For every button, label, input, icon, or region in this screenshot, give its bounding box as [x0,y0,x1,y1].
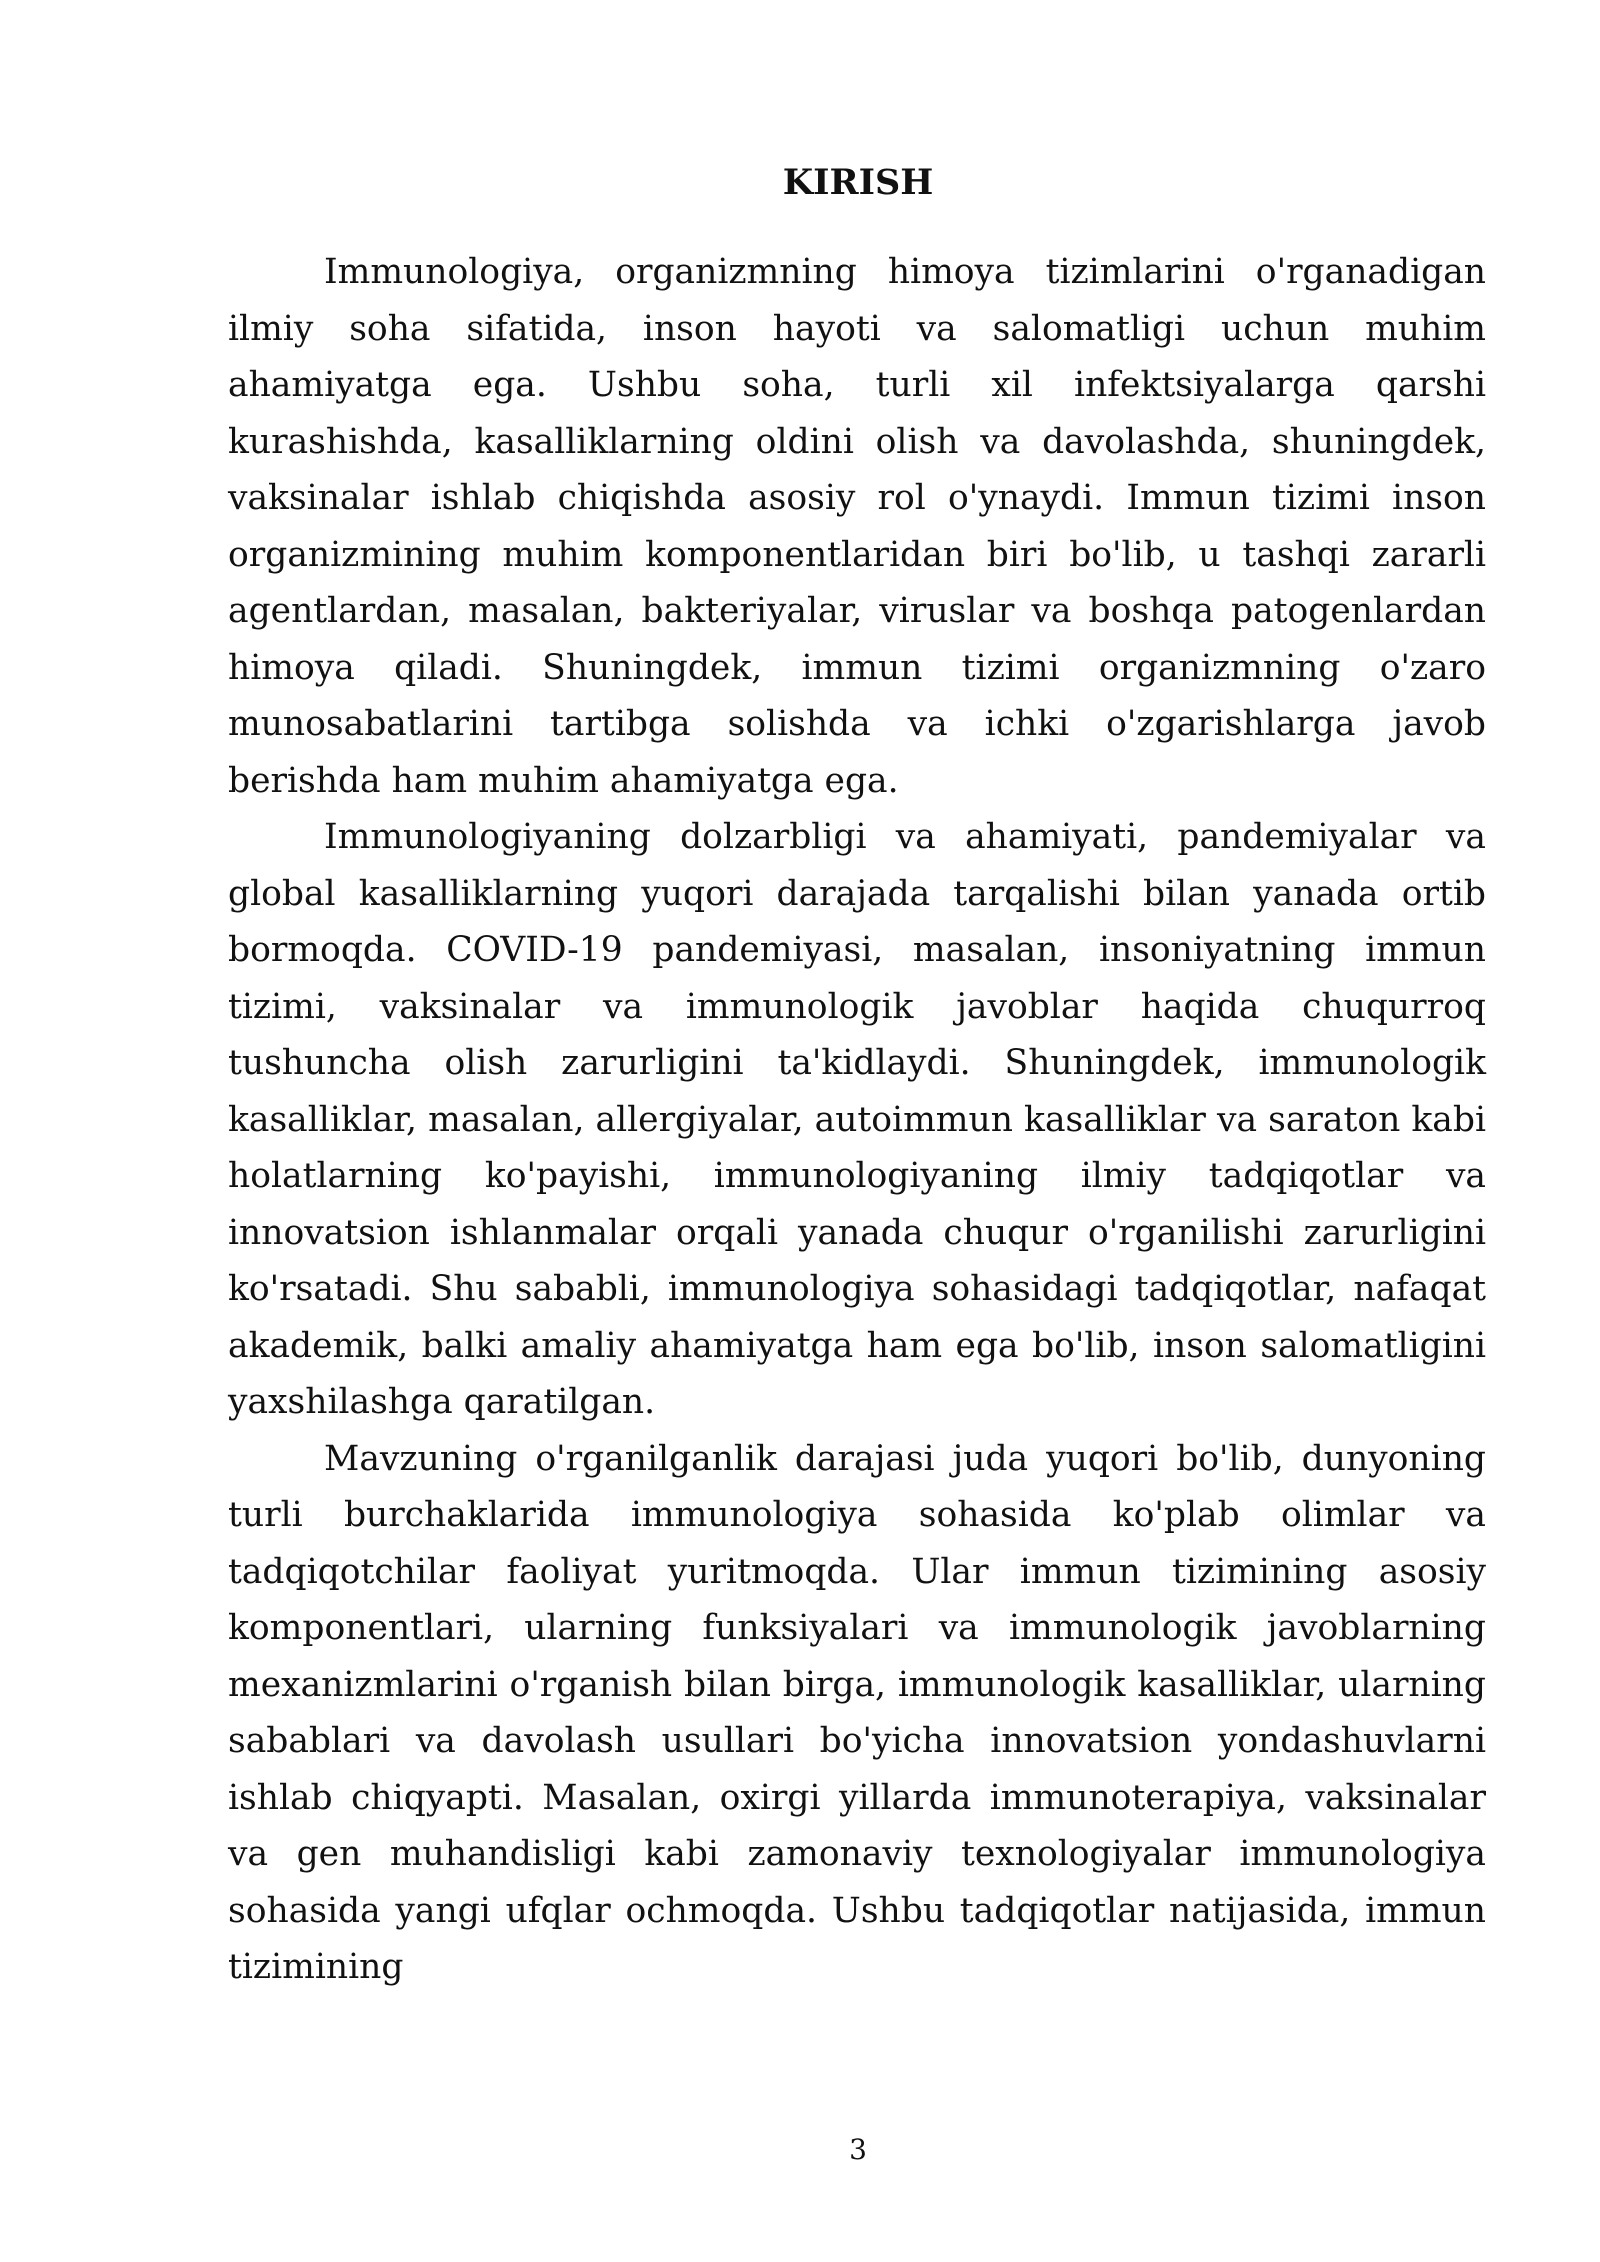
paragraph-3: Mavzuning o'rganilganlik darajasi juda yuqori bo'lib, dunyoning turli burchaklarida immunologiya sohasida ko'plab olimlar va tadqiqotchilar faoliyat yuritmoqda. Ular immun tizimining asosiy komponentlari, ularning funksiyalari va immunologik javoblarning mexanizmlarini o'rganish bilan birga, immunologik kasalliklar, ularning sabablari va davolash usullari bo'yicha innovatsion yondashuvlarni ishlab chiqyapti. Masalan, oxirgi yillarda immunoterapiya, vaksinalar va gen muhandisligi kabi zamonaviy texnologiyalar immunologiya sohasida yangi ufqlar ochmoqda. Ushbu tadqiqotlar natijasida, immun tizimining [228,1438,1486,1987]
paragraph-2: Immunologiyaning dolzarbligi va ahamiyati, pandemiyalar va global kasalliklarning yuqori darajada tarqalishi bilan yanada ortib bormoqda. COVID-19 pandemiyasi, masalan, insoniyatning immun tizimi, vaksinalar va immunologik javoblar haqida chuqurroq tushuncha olish zarurligini ta'kidlaydi. Shuningdek, immunologik kasalliklar, masalan, allergiyalar, autoimmun kasalliklar va saraton kabi holatlarning ko'payishi, immunologiyaning ilmiy tadqiqotlar va innovatsion ishlanmalar orqali yanada chuqur o'rganilishi zarurligini ko'rsatadi. Shu sababli, immunologiya sohasidagi tadqiqotlar, nafaqat akademik, balki amaliy ahamiyatga ham ega bo'lib, inson salomatligini yaxshilashga qaratilgan. [228,817,1486,1422]
document-body [228,244,1486,1996]
page-title: KIRISH [782,162,934,203]
page-number: 3 [849,2133,867,2166]
paragraph-1: Immunologiya, organizmning himoya tizimlarini o'rganadigan ilmiy soha sifatida, inson hayoti va salomatligi uchun muhim ahamiyatga ega. Ushbu soha, turli xil infektsiyalarga qarshi kurashishda, kasalliklarning oldini olish va davolashda, shuningdek, vaksinalar ishlab chiqishda asosiy rol o'ynaydi. Immun tizimi inson organizmining muhim komponentlaridan biri bo'lib, u tashqi zararli agentlardan, masalan, bakteriyalar, viruslar va boshqa patogenlardan himoya qiladi. Shuningdek, immun tizimi organizmning o'zaro munosabatlarini tartibga solishda va ichki o'zgarishlarga javob berishda ham muhim ahamiyatga ega. [228,252,1486,801]
